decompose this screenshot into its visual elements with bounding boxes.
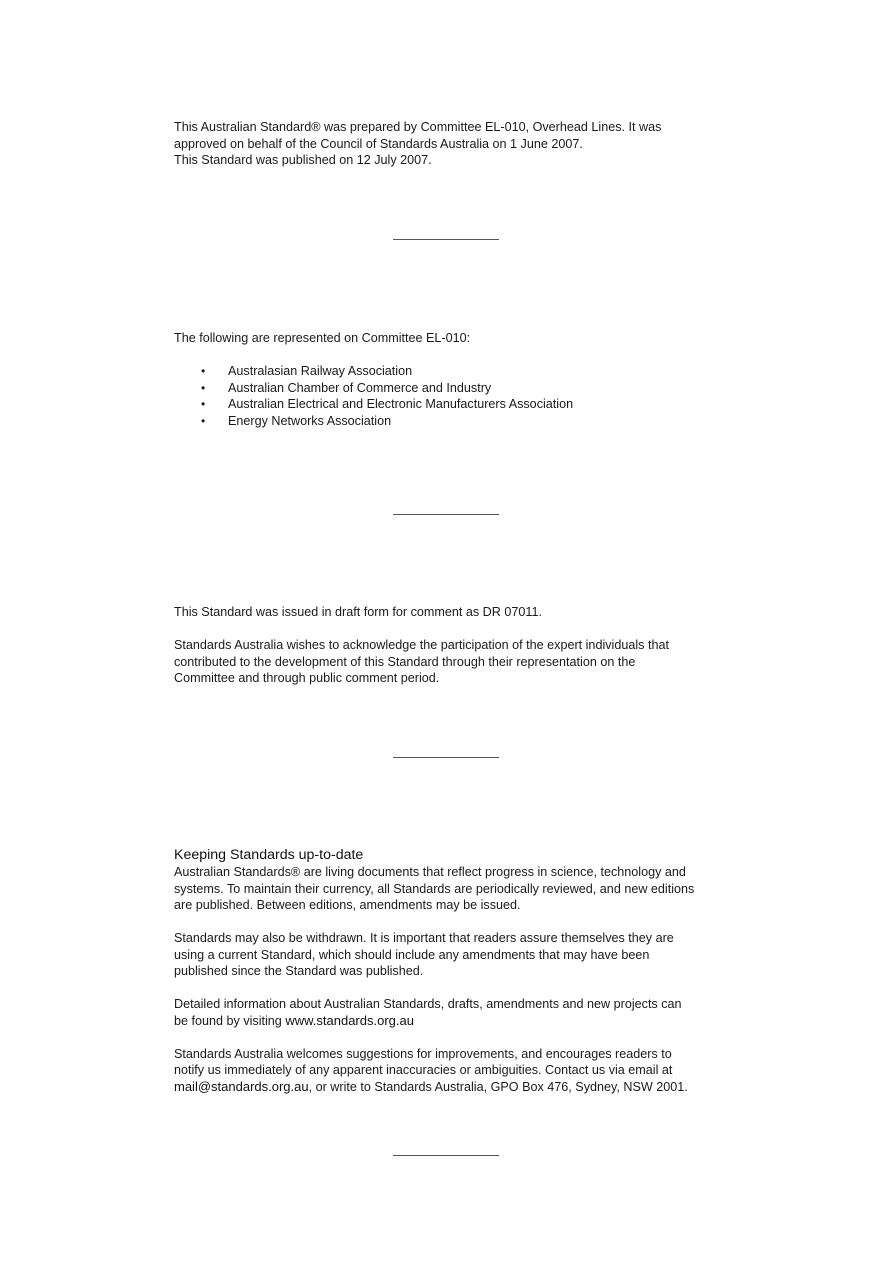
- paragraph-line: notify us immediately of any apparent inaccuracies or ambiguities. Contact us via email at: [174, 1063, 673, 1077]
- paragraph-line: are published. Between editions, amendments may be issued.: [174, 898, 521, 912]
- approval-line: This Australian Standard® was prepared by Committee EL-010, Overhead Lines. It was: [174, 120, 662, 134]
- paragraph-line: published since the Standard was published.: [174, 964, 424, 978]
- section-divider: [393, 757, 499, 758]
- list-item: • Energy Networks Association: [174, 413, 734, 430]
- paragraph-line: [174, 1013, 734, 1030]
- paragraph-line: Standards may also be withdrawn. It is important that readers assure themselves they are: [174, 931, 674, 945]
- section-divider: [393, 514, 499, 515]
- acknowledgement-line: Committee and through public comment period.: [174, 671, 440, 685]
- section-divider: [393, 239, 499, 240]
- publication-date-line: This Standard was published on 12 July 2007.: [174, 153, 432, 167]
- acknowledgement-line: contributed to the development of this Standard through their representation on the: [174, 654, 636, 669]
- paragraph-line: [174, 1079, 734, 1096]
- section-heading: Keeping Standards up-to-date: [174, 847, 364, 863]
- keeping-standards-section: [174, 847, 734, 1095]
- paragraph-line: using a current Standard, which should include any amendments that may have been: [174, 947, 650, 962]
- paragraph-line: Detailed information about Australian Standards, drafts, amendments and new projects can: [174, 997, 682, 1011]
- email-link[interactable]: mail@standards.org.au: [174, 1078, 309, 1094]
- list-item: • Australasian Railway Association: [174, 363, 734, 380]
- paragraph-text: , or write to Standards Australia, GPO Box 476, Sydney, NSW 2001.: [308, 1079, 688, 1094]
- acknowledgement-line: Standards Australia wishes to acknowledge the participation of the expert individuals that: [174, 638, 669, 652]
- list-item: • Australian Electrical and Electronic Manufacturers Association: [174, 396, 734, 413]
- committee-intro: The following are represented on Committee EL-010:: [174, 331, 471, 345]
- website-link[interactable]: www.standards.org.au: [285, 1012, 414, 1028]
- approval-statement: [174, 119, 734, 169]
- draft-notice: [174, 604, 734, 687]
- list-item: • Australian Chamber of Commerce and Industry: [174, 380, 734, 397]
- paragraph-line: systems. To maintain their currency, all Standards are periodically reviewed, and new editions: [174, 881, 695, 896]
- paragraph-line: Australian Standards® are living documents that reflect progress in science, technology and: [174, 865, 686, 879]
- committee-member-list: [174, 363, 734, 429]
- paragraph-text: be found by visiting: [174, 1013, 286, 1028]
- section-divider: [393, 1155, 499, 1156]
- approval-line: approved on behalf of the Council of Standards Australia on 1 June 2007.: [174, 136, 583, 151]
- paragraph-line: Standards Australia welcomes suggestions for improvements, and encourages readers to: [174, 1046, 672, 1061]
- committee-representation: [174, 330, 734, 429]
- draft-issued-text: This Standard was issued in draft form for comment as DR 07011.: [174, 605, 542, 619]
